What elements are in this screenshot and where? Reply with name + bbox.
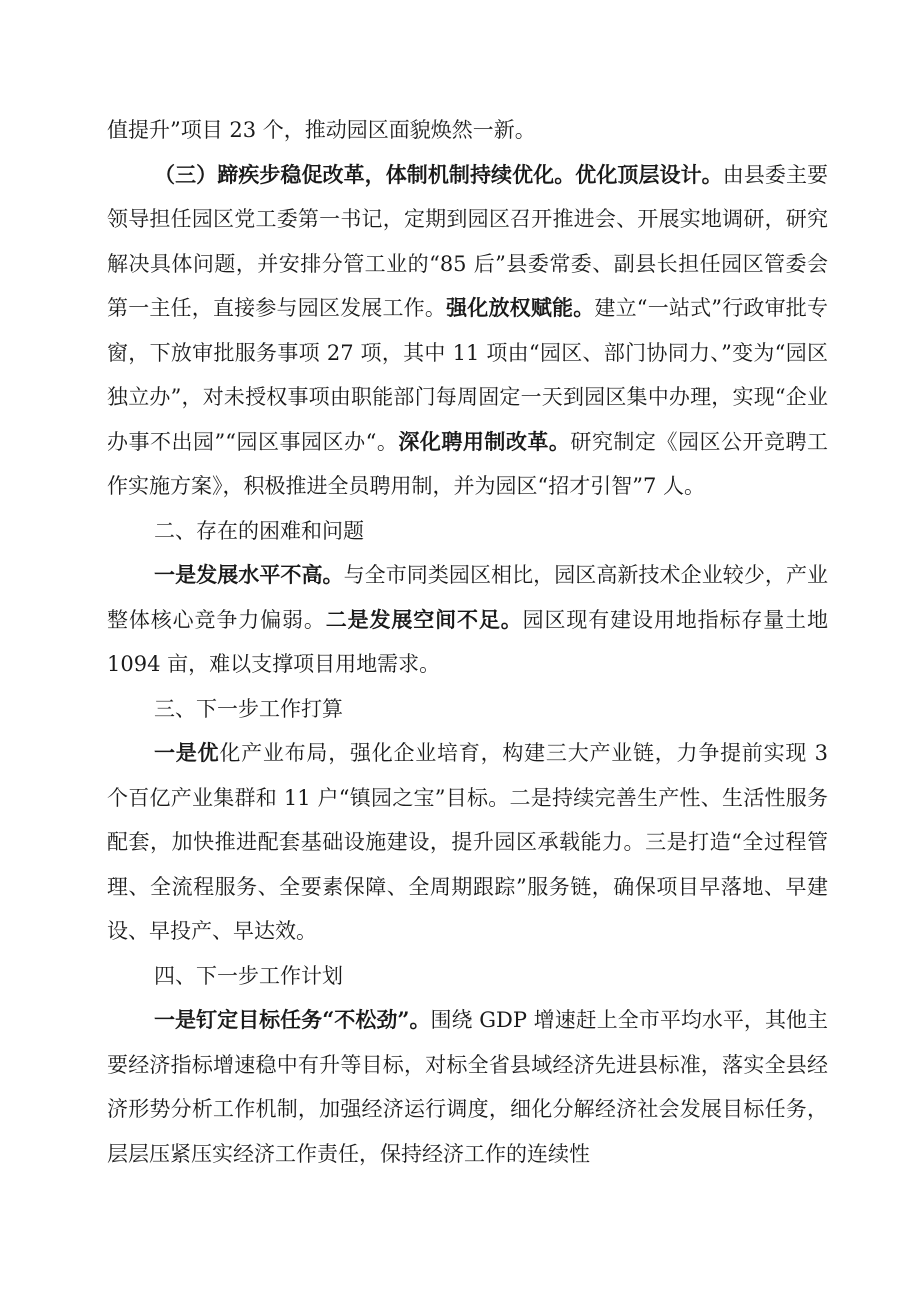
- body-text: 园区现有建设用地指标存量土地 1094 亩，难以支撑项目用地需求。: [107, 607, 828, 676]
- section-heading-problems: 二、存在的困难和问题: [154, 518, 364, 543]
- body-text: 围绕 GDP 增速赶上全市平均水平，其他主要经济指标增速稳中有升等目标，对标全省县域经济先进县标准，落实全县经济形势分析工作机制，加强经济运行调度，细化分解经济社会发展目标任务，层层压紧压实经济工作责任，保持经济工作的连续性: [107, 1008, 828, 1166]
- paragraph-work-plan: [107, 998, 828, 1176]
- bold-heading: 一是钉定目标任务“不松劲”。: [154, 1007, 431, 1032]
- bold-heading: 二是发展空间不足。: [325, 606, 523, 632]
- body-text: 与全市同类园区相比，园区高新技术企业较少，产业整体核心竞争力偏弱。: [107, 563, 829, 632]
- body-text: 化产业布局，强化企业培育，构建三大产业链，力争提前实现 3 个百亿产业集群和 11 户“镇园之宝”目标。二是持续完善生产性、生活性服务配套，加快推进配套基础设施建设，提升园区承载能力。三是打造“全过程管理、全流程服务、全要素保障、全周期跟踪”服务链，确保项目早落地、早建设、早投产、早达效。: [107, 741, 828, 943]
- paragraph-reform: [107, 153, 828, 509]
- paragraph-next-plan: [107, 731, 828, 954]
- bold-heading: 强化放权赋能。: [446, 295, 595, 320]
- bold-heading: （三）蹄疾步稳促改革，体制机制持续优化。优化顶层设计。: [154, 161, 723, 187]
- bold-heading: 深化聘用制改革。: [398, 428, 571, 454]
- bold-heading: 一是发展水平不高。: [154, 562, 344, 587]
- section-heading-work-plan: 四、下一步工作计划: [154, 963, 343, 988]
- body-text: 由县委主要领导担任园区党工委第一书记，定期到园区召开推进会、开展实地调研，研究解决具体问题，并安排分管工业的“85 后”县委常委、副县长担任园区管委会第一主任，直接参与园区发展工作。: [107, 162, 829, 320]
- body-text: 建立“一站式”行政审批专窗，下放审批服务事项 27 项，其中 11 项由“园区、部门协同力、”变为“园区独立办”，对未授权事项由职能部门每周固定一天到园区集中办理，实现“企业办事不出园”“园区事园区办“。: [107, 296, 829, 454]
- paragraph-continuation: 值提升”项目 23 个，推动园区面貌焕然一新。: [107, 118, 536, 142]
- paragraph-problems: [107, 553, 828, 687]
- bold-heading: 一是优: [154, 740, 220, 765]
- body-text: 研究制定《园区公开竞聘工作实施方案》，积极推进全员聘用制，并为园区“招才引智”7 人。: [107, 429, 828, 498]
- section-heading-next-plan: 三、下一步工作打算: [154, 696, 343, 721]
